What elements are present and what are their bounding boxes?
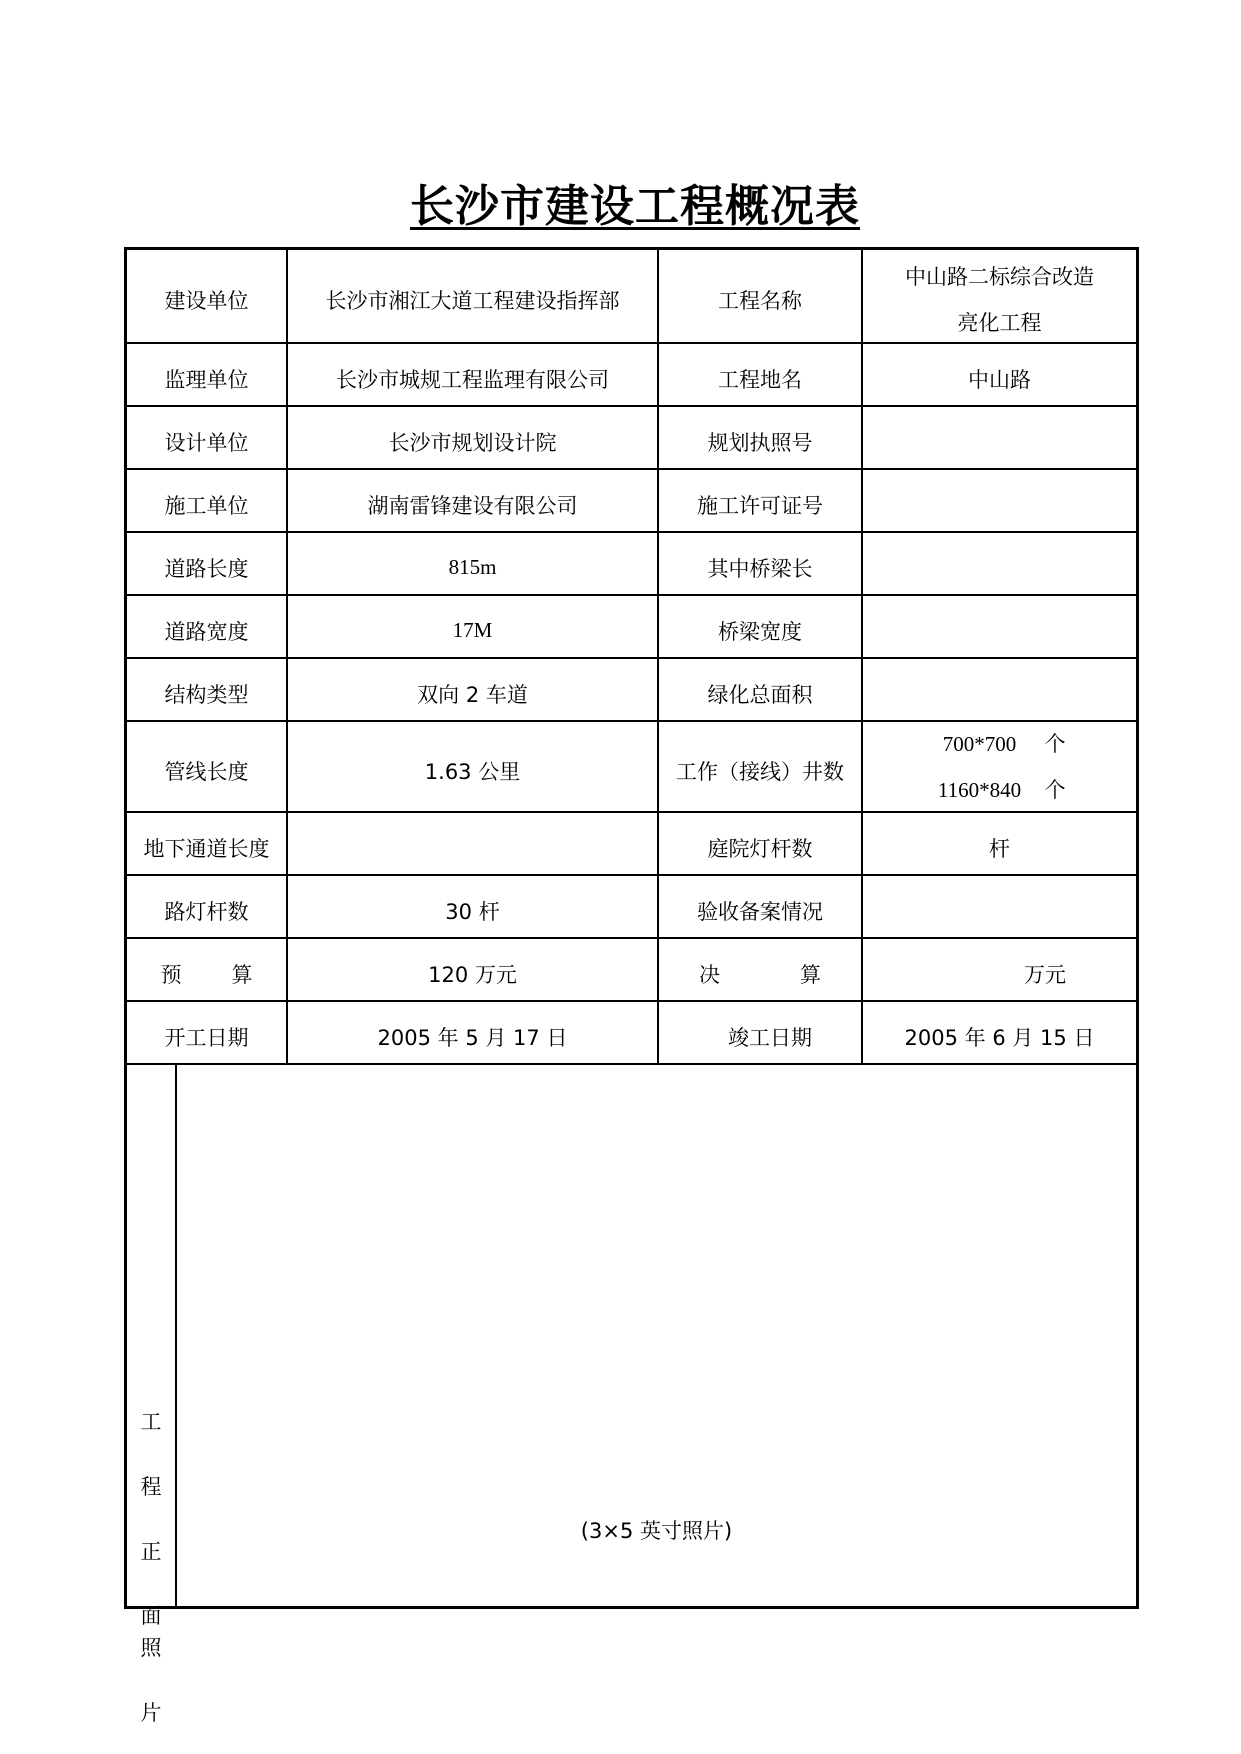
value-courtyard-lamps: 杆	[989, 836, 1010, 861]
well-size-1: 700*700	[942, 731, 1017, 756]
photo-label-char-5: 照	[140, 1636, 162, 1660]
photo-label-char-3: 正	[140, 1540, 162, 1564]
label-project-location: 工程地名	[718, 367, 802, 392]
label-courtyard-lamps: 庭院灯杆数	[707, 836, 813, 861]
label-supervision-unit: 监理单位	[164, 367, 249, 392]
label-street-lamps: 路灯杆数	[164, 899, 249, 924]
photo-label-char-1: 工	[140, 1410, 162, 1434]
well-size-row-1	[863, 721, 1136, 767]
label-pipeline-length: 管线长度	[164, 759, 249, 784]
value-green-area	[863, 659, 1136, 720]
value-road-width: 17M	[452, 618, 493, 642]
label-construction-permit: 施工许可证号	[697, 493, 823, 518]
page-title	[0, 170, 1241, 234]
value-acceptance-filing	[863, 876, 1136, 937]
value-underpass-length	[288, 813, 657, 874]
label-budget-char-1: 预	[160, 962, 182, 987]
value-budget: 120 万元	[428, 962, 517, 987]
value-street-lamps: 30 杆	[445, 899, 500, 924]
well-unit-1: 个	[1044, 731, 1066, 756]
label-structure-type: 结构类型	[164, 682, 249, 707]
value-project-location: 中山路	[968, 367, 1031, 392]
label-final-char-1: 决	[699, 962, 720, 987]
label-planning-license: 规划执照号	[707, 430, 813, 455]
value-structure-type: 双向 2 车道	[417, 682, 528, 707]
photo-size-note: (3×5 英寸照片)	[580, 1519, 733, 1543]
value-start-date: 2005 年 5 月 17 日	[377, 1025, 568, 1050]
label-road-length: 道路长度	[164, 556, 249, 581]
photo-label-char-2: 程	[140, 1475, 162, 1499]
label-final-char-2: 算	[800, 962, 821, 987]
value-construction-unit: 长沙市湘江大道工程建设指挥部	[325, 289, 620, 313]
label-green-area: 绿化总面积	[707, 682, 813, 707]
value-bridge-length	[863, 533, 1136, 594]
label-bridge-length: 其中桥梁长	[707, 556, 813, 581]
label-builder-unit: 施工单位	[164, 493, 249, 518]
label-design-unit: 设计单位	[164, 430, 249, 455]
project-overview-form	[124, 247, 1139, 1725]
label-start-date: 开工日期	[164, 1025, 249, 1050]
label-budget-char-2: 算	[231, 962, 253, 987]
well-size-row-2	[863, 767, 1136, 813]
label-construction-unit: 建设单位	[164, 289, 249, 313]
label-completion-date: 竣工日期	[728, 1025, 812, 1050]
label-road-width: 道路宽度	[164, 619, 249, 644]
label-final-account	[659, 939, 861, 1000]
project-name-line-1: 中山路二标综合改造	[905, 265, 1094, 289]
value-final-account: 万元	[1024, 962, 1066, 987]
value-bridge-width	[863, 596, 1136, 657]
row-divider	[127, 1063, 1136, 1065]
value-completion-date: 2005 年 6 月 15 日	[904, 1025, 1095, 1050]
project-name-line-2: 亮化工程	[957, 311, 1042, 335]
photo-label-char-6: 片	[140, 1701, 162, 1725]
label-bridge-width: 桥梁宽度	[718, 619, 802, 644]
well-size-2: 1160*840	[937, 777, 1022, 802]
label-underpass-length: 地下通道长度	[143, 836, 270, 861]
value-planning-license	[863, 407, 1136, 468]
label-project-name: 工程名称	[718, 289, 802, 313]
photo-label-char-4: 面	[140, 1604, 162, 1628]
label-acceptance-filing: 验收备案情况	[697, 899, 823, 924]
value-well-count	[863, 722, 1136, 811]
value-construction-permit	[863, 470, 1136, 531]
value-road-length: 815m	[448, 555, 497, 579]
value-pipeline-length: 1.63 公里	[424, 759, 521, 784]
value-supervision-unit: 长沙市城规工程监理有限公司	[336, 367, 609, 392]
value-design-unit: 长沙市规划设计院	[388, 430, 557, 455]
label-well-count: 工作（接线）井数	[676, 759, 844, 784]
photo-label	[127, 1060, 175, 1725]
label-budget	[127, 939, 286, 1000]
page-title-text: 长沙市建设工程概况表	[410, 181, 860, 232]
value-builder-unit: 湖南雷锋建设有限公司	[367, 493, 578, 518]
well-unit-2: 个	[1044, 777, 1066, 802]
value-project-name	[863, 250, 1136, 342]
